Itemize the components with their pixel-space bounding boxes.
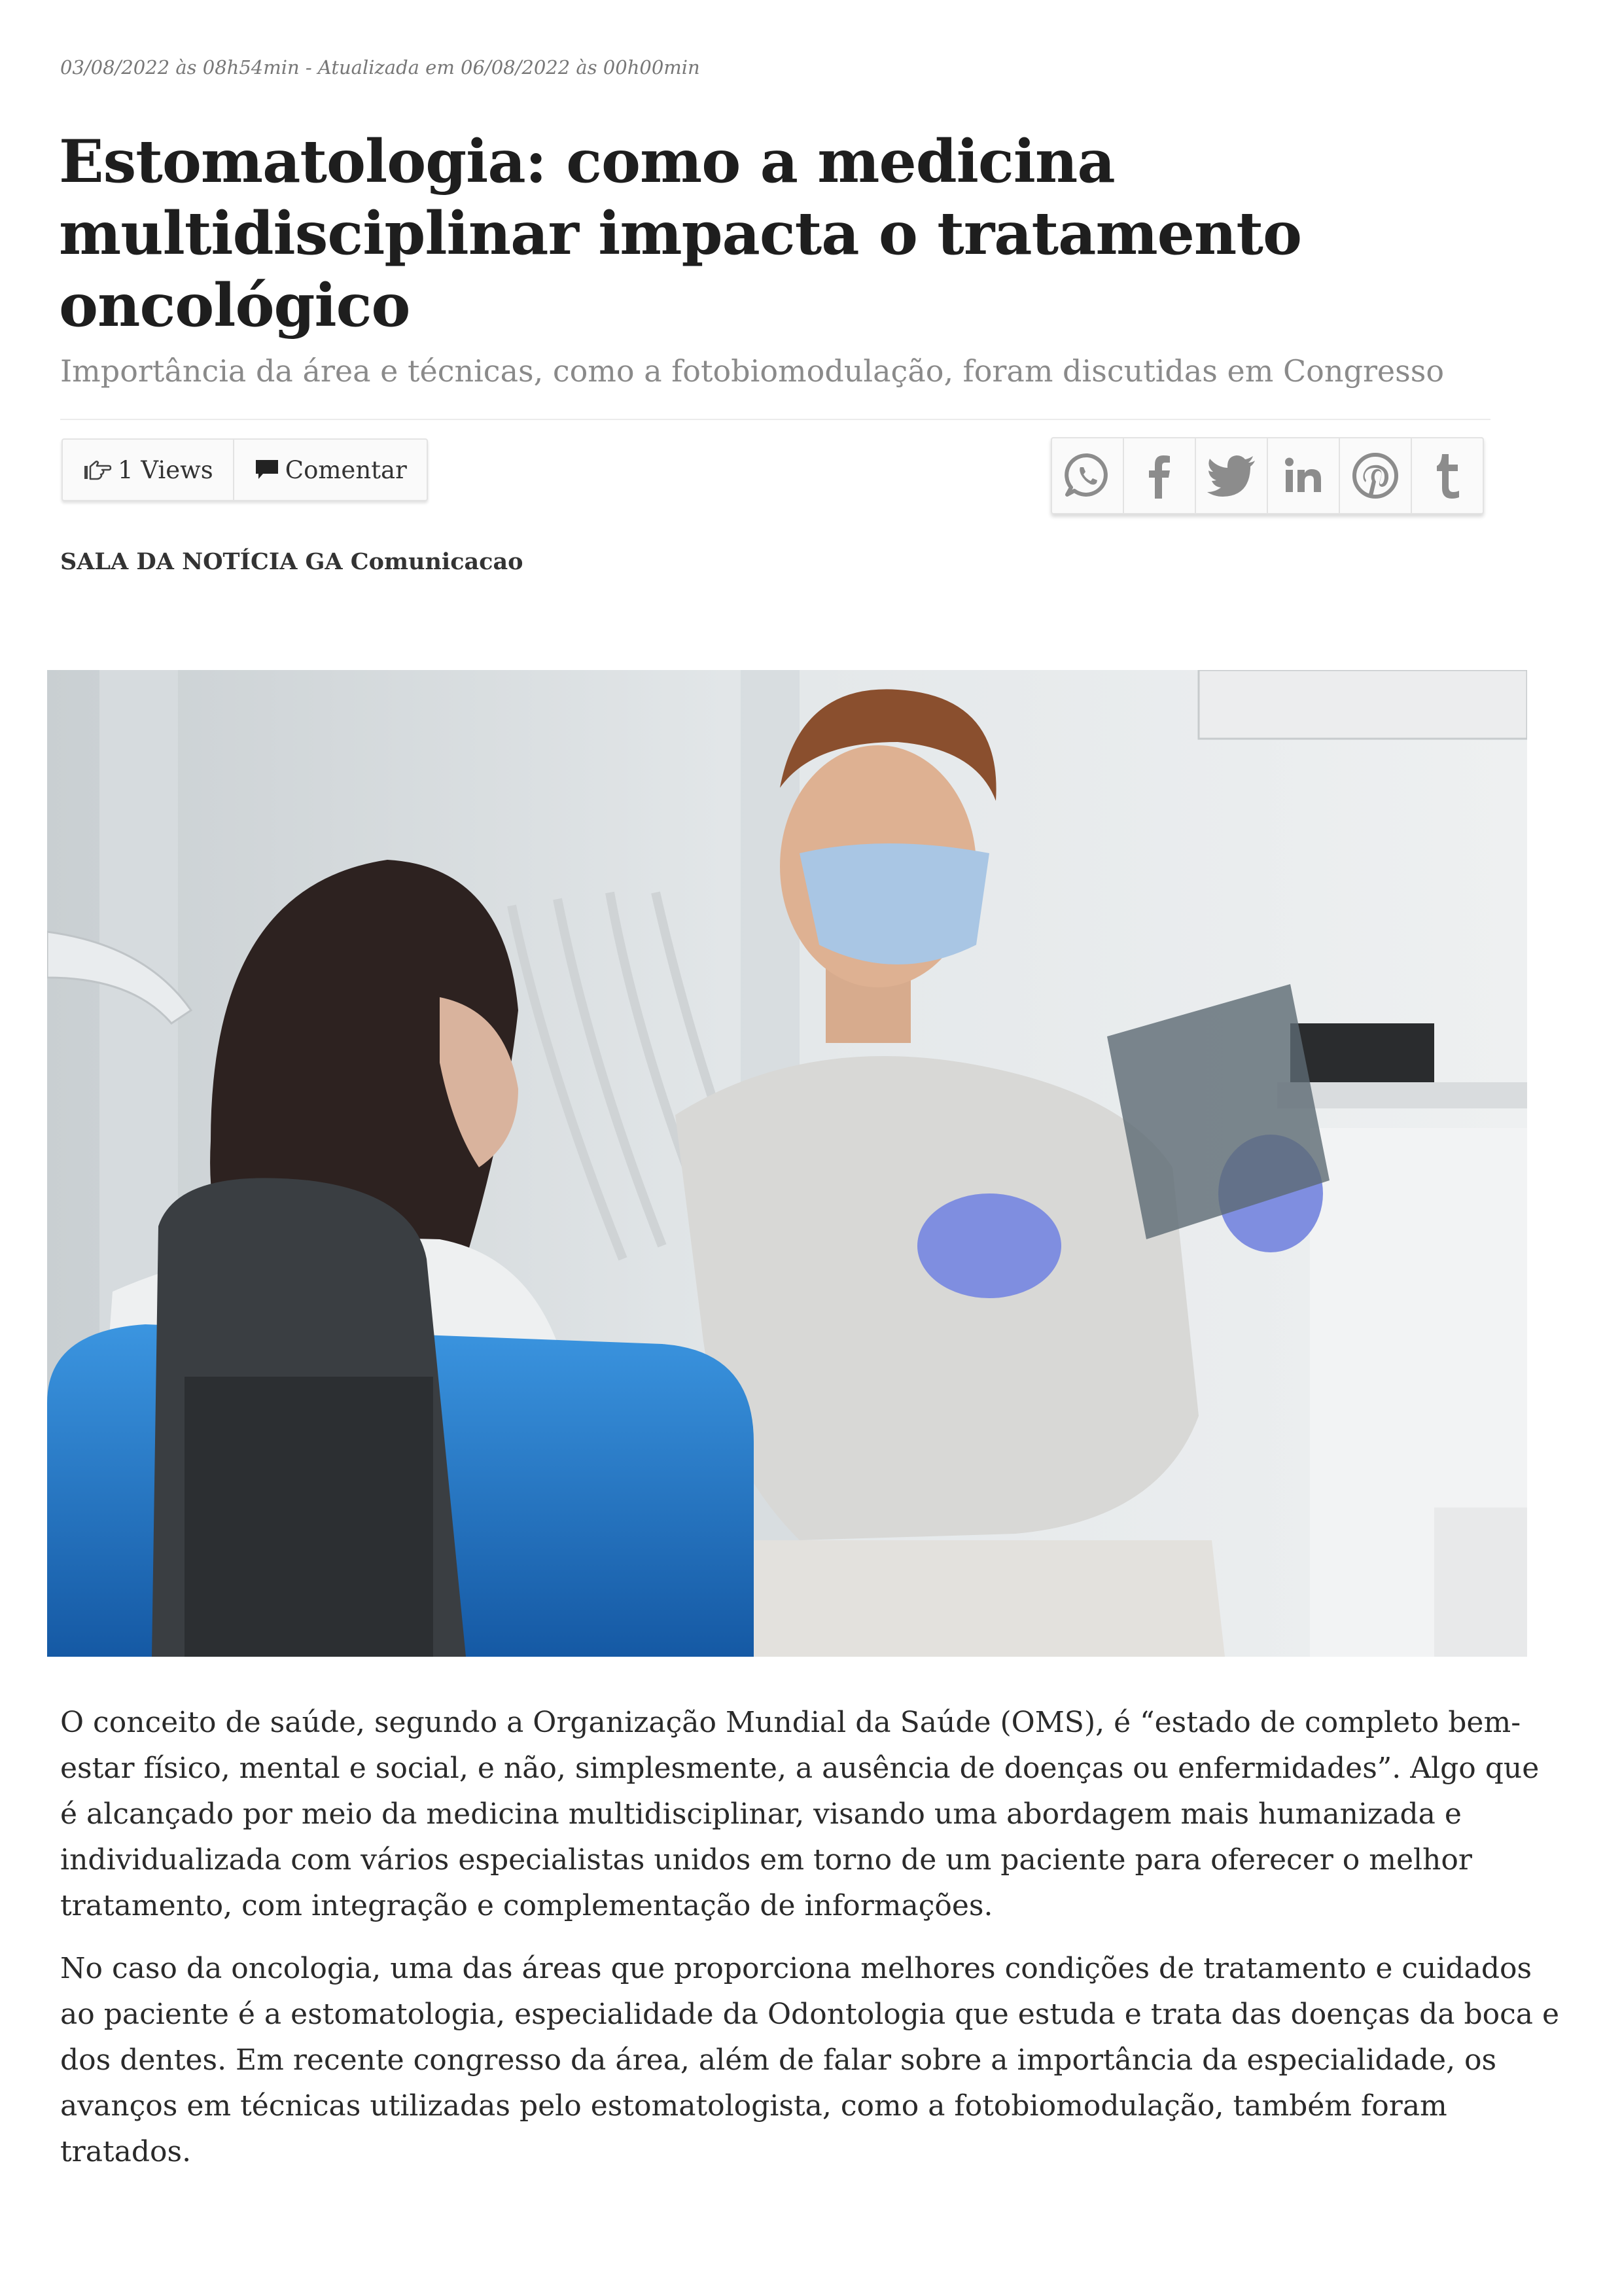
- pinterest-icon: [1351, 451, 1400, 500]
- thumb-point-icon: [82, 457, 113, 483]
- paragraph: No caso da oncologia, uma das áreas que proporciona melhores condições de tratamento e cuidados ao paciente é a estomatologia, especialidade da Odontologia que estuda e trata das doenças da boca e dos dentes. Em recente congresso da área, além de falar sobre a importância da especialidade, os avanços em técnicas utilizadas pelo estomatologista, como a fotobiomodulação, também foram tratados.: [60, 1952, 1560, 2168]
- tumblr-icon: [1429, 451, 1466, 500]
- whatsapp-icon: [1063, 451, 1112, 500]
- dentist-photo: [47, 670, 1527, 1657]
- article-dateline: 03/08/2022 às 08h54min - Atualizada em 06/08/2022 às 00h00min: [60, 56, 700, 79]
- article-title: Estomatologia: como a medicina multidisciplinar impacta o tratamento oncológico: [59, 127, 1301, 340]
- article-byline: SALA DA NOTÍCIA GA Comunicacao: [60, 548, 523, 575]
- linkedin-icon: [1282, 454, 1325, 497]
- comment-label: Comentar: [285, 455, 407, 484]
- speech-bubble-icon: [254, 458, 280, 482]
- twitter-icon: [1205, 453, 1258, 499]
- hero-image: [47, 670, 1527, 1657]
- share-twitter-button[interactable]: [1195, 438, 1267, 513]
- share-tumblr-button[interactable]: [1411, 438, 1483, 513]
- facebook-icon: [1140, 451, 1179, 500]
- views-label: 1 Views: [118, 455, 213, 484]
- header-divider: [60, 419, 1490, 420]
- paragraph: O conceito de saúde, segundo a Organização Mundial da Saúde (OMS), é “estado de completo bem-estar físico, mental e social, e não, simplesmente, a ausência de doenças ou enfermidades”. Algo que é alcançado por meio da medicina multidisciplinar, visando uma abordagem mais humanizada e individualizada com vários especialistas unidos em torno de um paciente para oferecer o melhor tratamento, com integração e complementação de informações.: [60, 1706, 1540, 1922]
- views-button[interactable]: [63, 440, 233, 500]
- share-linkedin-button[interactable]: [1267, 438, 1339, 513]
- share-pinterest-button[interactable]: [1339, 438, 1411, 513]
- article-body: [60, 1700, 1565, 2192]
- article-meta-bar: [62, 438, 428, 501]
- share-whatsapp-button[interactable]: [1052, 438, 1123, 513]
- share-bar: [1051, 437, 1484, 514]
- article-subtitle: Importância da área e técnicas, como a fotobiomodulação, foram discutidas em Congresso: [60, 353, 1445, 389]
- comment-button[interactable]: [233, 440, 427, 500]
- share-facebook-button[interactable]: [1123, 438, 1195, 513]
